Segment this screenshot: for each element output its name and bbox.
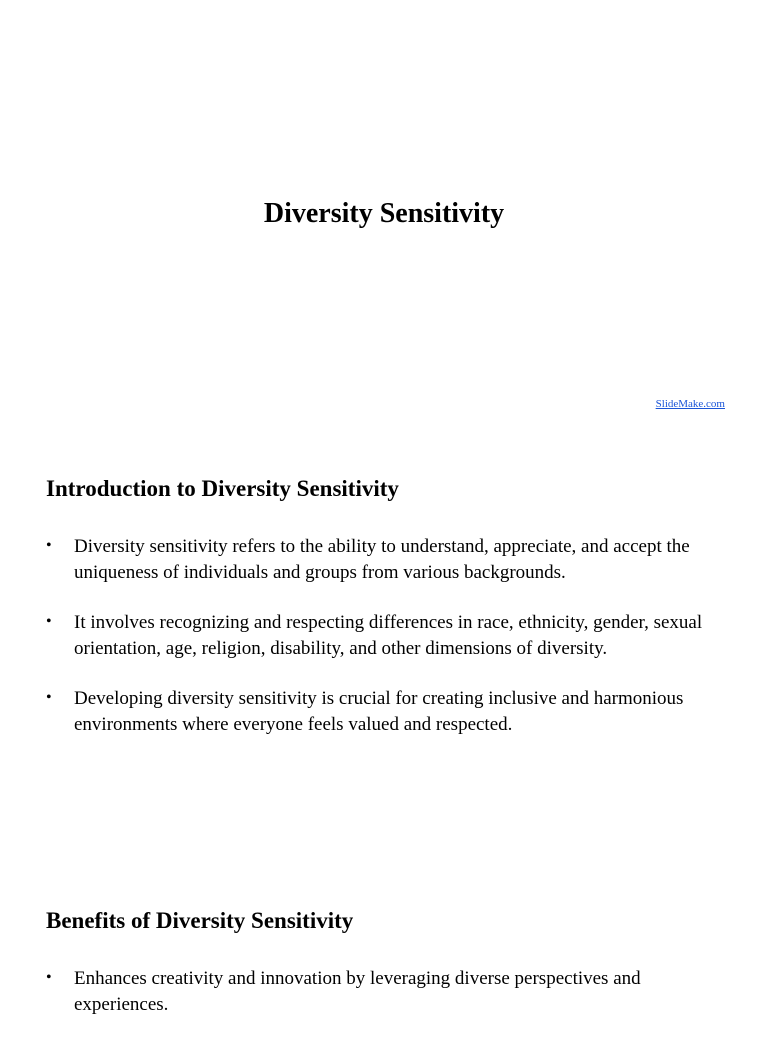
slidemake-link[interactable]: SlideMake.com — [655, 398, 725, 410]
intro-bullet-list — [46, 534, 736, 762]
benefits-bullet-list — [46, 966, 736, 1042]
bullet-icon: • — [46, 969, 52, 986]
bullet-icon: • — [46, 689, 52, 706]
bullet-text: Developing diversity sensitivity is crucial for creating inclusive and harmonious environments where everyone feels valued and respected. — [74, 688, 684, 735]
slide-title: Diversity Sensitivity — [263, 198, 505, 229]
bullet-text: It involves recognizing and respecting differences in race, ethnicity, gender, sexual orientation, age, religion, disability, and other dimensions of diversity. — [74, 612, 703, 659]
bullet-text: Diversity sensitivity refers to the ability to understand, appreciate, and accept the uniqueness of individuals and groups from various backgrounds. — [74, 536, 690, 583]
bullet-icon: • — [46, 613, 52, 630]
intro-heading: Introduction to Diversity Sensitivity — [46, 476, 399, 501]
list-item — [46, 534, 736, 586]
benefits-heading: Benefits of Diversity Sensitivity — [46, 908, 354, 933]
list-item — [46, 686, 736, 738]
bullet-text: Enhances creativity and innovation by leveraging diverse perspectives and experiences. — [74, 968, 641, 1015]
bullet-icon: • — [46, 537, 52, 554]
list-item — [46, 610, 736, 662]
list-item — [46, 966, 736, 1018]
